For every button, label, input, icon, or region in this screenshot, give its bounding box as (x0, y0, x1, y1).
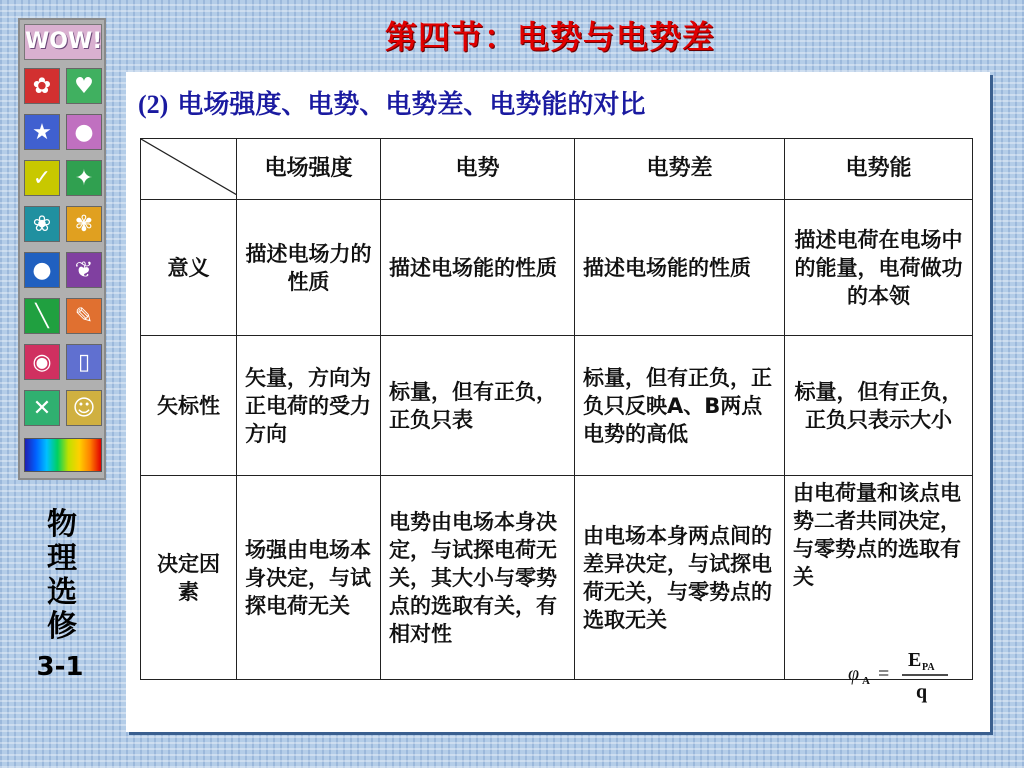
color-spectrum-bar (24, 438, 102, 472)
header-potential-difference: 电势差 (575, 139, 785, 200)
check-icon[interactable]: ✓ (24, 160, 60, 196)
table-header-row (141, 139, 973, 200)
content-card (126, 72, 990, 732)
flower-icon[interactable]: ✿ (24, 68, 60, 104)
diagonal-line (141, 139, 237, 195)
table-row (141, 200, 973, 336)
formula-denominator: q (916, 681, 928, 703)
header-potential-energy: 电势能 (785, 139, 973, 200)
sidebar-panel (18, 18, 106, 480)
header-field-strength: 电场强度 (237, 139, 381, 200)
row-label: 决定因素 (141, 476, 237, 680)
star-icon[interactable]: ★ (24, 114, 60, 150)
table-cell: 描述电荷在电场中的能量，电荷做功的本领 (785, 200, 973, 336)
formula-equals: = (878, 663, 890, 685)
lips-icon[interactable]: ◉ (24, 344, 60, 380)
slash-icon[interactable]: ╲ (24, 298, 60, 334)
formula-numerator: E (908, 649, 922, 671)
fish-icon[interactable]: ✦ (66, 160, 102, 196)
table-cell: 由电场本身两点间的差异决定，与试探电荷无关，与零势点的选取无关 (575, 476, 785, 680)
formula-numerator-sub: PA (922, 662, 935, 673)
table-cell: 标量，但有正负，正负只反映A、B两点电势的高低 (575, 336, 785, 476)
potential-formula (842, 644, 952, 704)
sketch-icon[interactable]: ✎ (66, 298, 102, 334)
formula-lhs-sub: A (862, 675, 870, 687)
diagonal-corner-cell (141, 139, 237, 200)
row-label: 矢标性 (141, 336, 237, 476)
table-cell: 电势由电场本身决定，与试探电荷无关，其大小与零势点的选取有关，有相对性 (381, 476, 575, 680)
leaf-icon[interactable]: ❦ (66, 252, 102, 288)
subject-label: 物 理 选 修 (47, 507, 77, 644)
table-cell: 描述电场能的性质 (381, 200, 575, 336)
heart-icon[interactable]: ♥ (66, 68, 102, 104)
plant-icon[interactable]: ❀ (24, 206, 60, 242)
section-subtitle: (2) 电场强度、电势、电势差、电势能的对比 (138, 90, 646, 120)
slide-title: 第四节：电势与电势差 (384, 18, 715, 56)
table-cell: 矢量，方向为正电荷的受力方向 (237, 336, 381, 476)
wow-logo: WOW! (24, 24, 102, 60)
comparison-table (140, 138, 973, 680)
table-cell: 标量，但有正负，正负只表示大小 (785, 336, 973, 476)
table-cell: 描述电场力的性质 (237, 200, 381, 336)
circle-icon[interactable]: ● (66, 114, 102, 150)
formula-lhs: φ (848, 663, 860, 685)
table-cell: 标量，但有正负，正负只表 (381, 336, 575, 476)
course-code: 3-1 (36, 652, 84, 682)
cup-icon[interactable]: ▯ (66, 344, 102, 380)
row-label: 意义 (141, 200, 237, 336)
table-cell: 描述电场能的性质 (575, 200, 785, 336)
table-row (141, 336, 973, 476)
header-potential: 电势 (381, 139, 575, 200)
title-bar (0, 0, 1024, 66)
table-cell: 由电荷量和该点电势二者共同决定，与零势点的选取有关 (785, 476, 973, 680)
butterfly-icon[interactable]: ✾ (66, 206, 102, 242)
table-cell: 场强由电场本身决定，与试探电荷无关 (237, 476, 381, 680)
smiley-icon[interactable]: ☺ (66, 390, 102, 426)
cross-icon[interactable]: ✕ (24, 390, 60, 426)
apple-icon[interactable]: ● (24, 252, 60, 288)
